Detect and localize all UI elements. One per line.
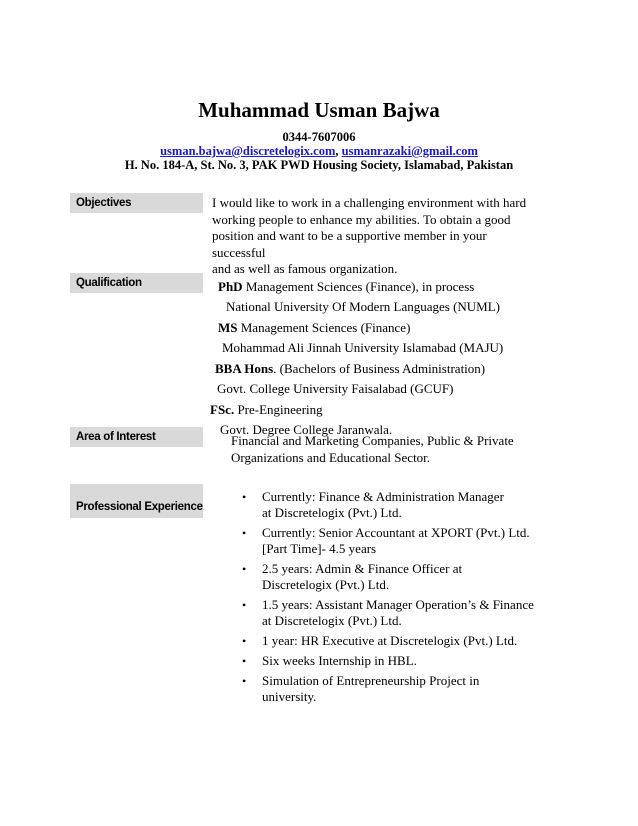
- bullet-icon: •: [242, 634, 247, 648]
- experience-list: [232, 489, 552, 709]
- degree-name: BBA Hons: [215, 361, 274, 376]
- phone-number: 0344-7607006: [282, 130, 356, 144]
- experience-item: [232, 561, 552, 593]
- degree-detail: Management Sciences (Finance): [237, 320, 411, 335]
- experience-line: at Discretelogix (Pvt.) Ltd.: [262, 505, 402, 520]
- email-line: [0, 144, 638, 159]
- experience-item: [232, 489, 552, 521]
- degree-detail: . (Bachelors of Business Administration): [273, 361, 486, 376]
- qualification-institute: National University Of Modern Languages (NUML): [226, 299, 501, 314]
- bullet-icon: •: [242, 490, 247, 504]
- experience-item: [232, 525, 552, 557]
- degree-detail: Management Sciences (Finance), in process: [242, 279, 475, 294]
- experience-line: Currently: Senior Accountant at XPORT (Pvt.) Ltd.: [262, 525, 530, 540]
- objectives-line: and as well as famous organization.: [212, 261, 398, 276]
- experience-line: university.: [262, 689, 317, 704]
- qualification-degree: [210, 402, 503, 418]
- qualification-degree: [218, 320, 503, 336]
- experience-line: 2.5 years: Admin & Finance Officer at: [262, 561, 463, 576]
- bullet-icon: •: [242, 598, 247, 612]
- bullet-icon: •: [242, 654, 247, 668]
- objectives-text: [212, 195, 542, 278]
- experience-line: 1.5 years: Assistant Manager Operation’s & Finance: [262, 597, 534, 612]
- interest-text: [231, 433, 551, 466]
- email-link-work[interactable]: usman.bajwa@discretelogix.com: [160, 144, 336, 158]
- experience-line: Currently: Finance & Administration Manager: [262, 489, 504, 504]
- degree-name: MS: [218, 320, 238, 335]
- degree-name: FSc.: [210, 402, 235, 417]
- experience-line: Six weeks Internship in HBL.: [262, 653, 417, 668]
- qualification-degree: [218, 279, 503, 295]
- qualification-list: [210, 279, 504, 438]
- degree-name: PhD: [218, 279, 243, 294]
- objectives-line: position and want to be a supportive member in your successful: [212, 228, 487, 260]
- experience-item: [232, 633, 552, 649]
- experience-item: [232, 597, 552, 629]
- section-label-interest: Area of Interest: [70, 427, 203, 447]
- objectives-line: working people to enhance my abilities. To obtain a good: [212, 211, 511, 227]
- candidate-name: Muhammad Usman Bajwa: [198, 98, 440, 122]
- experience-line: [Part Time]- 4.5 years: [262, 541, 377, 556]
- qualification-institute: Govt. Degree College Jaranwala.: [220, 422, 393, 437]
- email-link-personal[interactable]: usmanrazaki@gmail.com: [341, 144, 478, 158]
- email-separator: ,: [335, 144, 339, 158]
- experience-line: at Discretelogix (Pvt.) Ltd.: [262, 613, 402, 628]
- section-label-objectives: Objectives: [70, 193, 203, 213]
- experience-item: [232, 673, 552, 705]
- qualification-institute: Mohammad Ali Jinnah University Islamabad (MAJU): [222, 340, 504, 355]
- interest-line: Financial and Marketing Companies, Public & Private: [231, 433, 514, 448]
- section-label-experience: Professional Experience: [70, 484, 203, 518]
- objectives-line: I would like to work in a challenging environment with hard: [212, 195, 527, 210]
- qualification-institute: Govt. College University Faisalabad (GCUF): [217, 381, 454, 396]
- address: H. No. 184-A, St. No. 3, PAK PWD Housing Society, Islamabad, Pakistan: [124, 158, 514, 172]
- bullet-icon: •: [242, 562, 247, 576]
- experience-line: Simulation of Entrepreneurship Project in: [262, 673, 480, 688]
- experience-line: 1 year: HR Executive at Discretelogix (Pvt.) Ltd.: [262, 633, 518, 648]
- experience-item: [232, 653, 552, 669]
- degree-detail: Pre-Engineering: [234, 402, 323, 417]
- bullet-icon: •: [242, 526, 247, 540]
- qualification-degree: [215, 361, 503, 377]
- interest-line: Organizations and Educational Sector.: [231, 449, 431, 465]
- section-label-qualification: Qualification: [70, 273, 203, 293]
- bullet-icon: •: [242, 674, 247, 688]
- experience-line: Discretelogix (Pvt.) Ltd.: [262, 577, 390, 592]
